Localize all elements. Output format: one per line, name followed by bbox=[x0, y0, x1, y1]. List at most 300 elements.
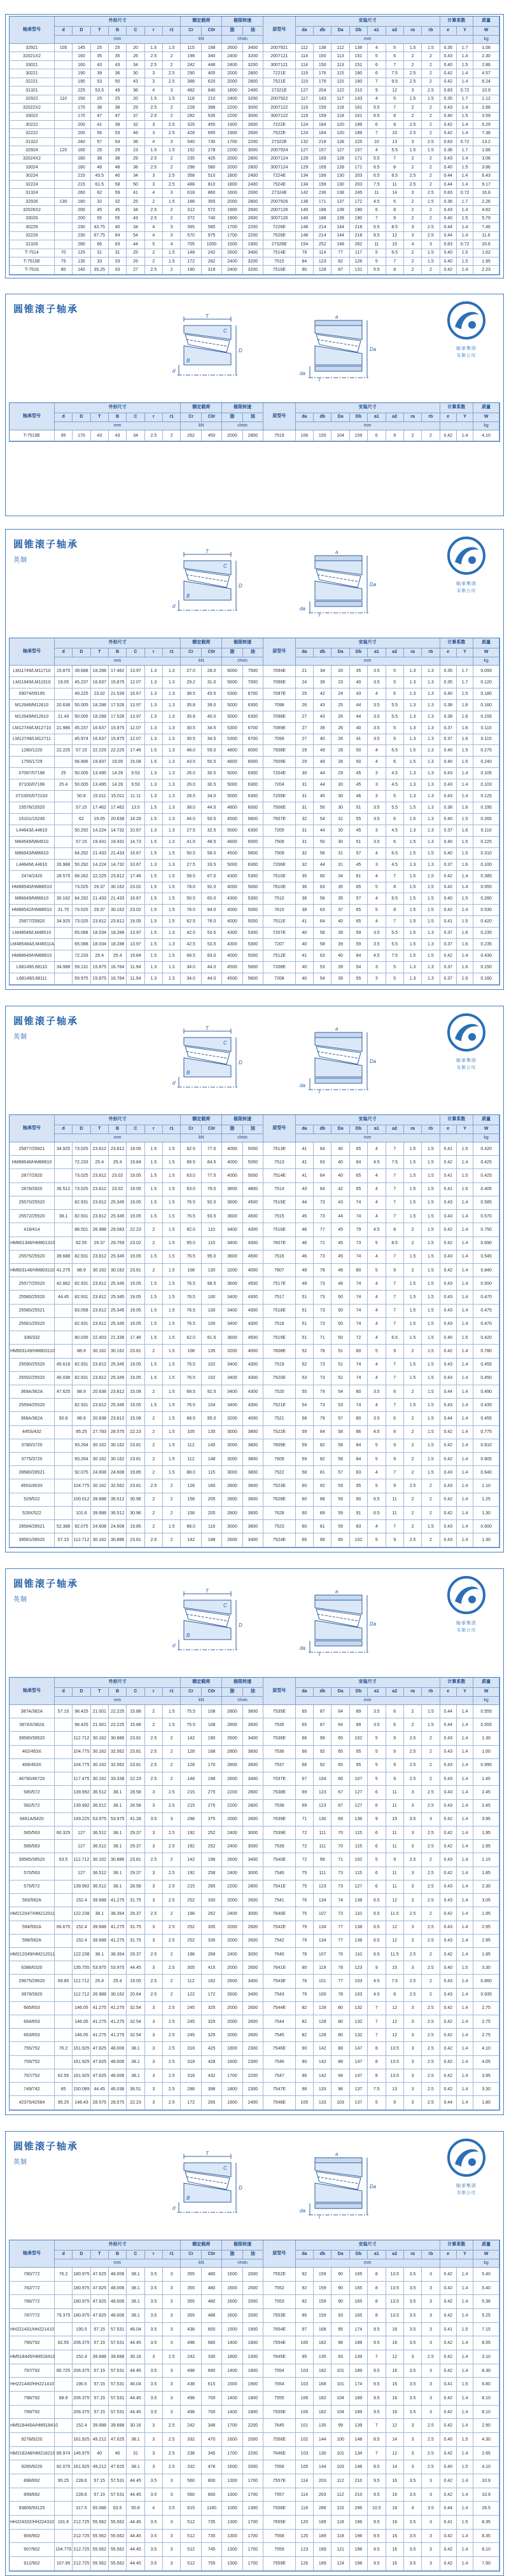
table-cell: 88.501 bbox=[73, 1223, 90, 1237]
bearing-designation: 32221 bbox=[10, 78, 55, 86]
table-cell: 20.638 bbox=[91, 1412, 109, 1425]
table-cell: 1400 bbox=[222, 2336, 242, 2350]
table-cell: 53 bbox=[296, 1372, 314, 1385]
table-cell: 38.5 bbox=[181, 689, 201, 700]
table-cell: 82.931 bbox=[73, 1359, 90, 1372]
table-cell: 1.5 bbox=[422, 1142, 440, 1156]
old-designation: 7558E bbox=[263, 2502, 296, 2516]
table-cell: 53 bbox=[314, 962, 331, 973]
table-cell: 73 bbox=[350, 1237, 368, 1250]
bearing-designation: 28584/28521 bbox=[10, 1520, 55, 1533]
table-cell: 17.46 bbox=[127, 871, 144, 882]
table-cell: 203 bbox=[350, 181, 368, 189]
table-cell: 3.5 bbox=[145, 2364, 163, 2378]
table-cell: 0.43 bbox=[440, 1746, 457, 1759]
table-cell: 0.42 bbox=[440, 2056, 457, 2069]
table-cell: 0.40 bbox=[440, 2460, 457, 2474]
table-cell: 1.5 bbox=[404, 1372, 422, 1385]
table-cell bbox=[55, 1507, 73, 1520]
table-row bbox=[10, 1961, 499, 1975]
header-row bbox=[10, 2259, 499, 2268]
table-cell: 8 bbox=[368, 2042, 386, 2055]
table-row bbox=[10, 2336, 499, 2350]
table-cell: 2.5 bbox=[422, 189, 440, 197]
table-cell: 38.1 bbox=[127, 2460, 144, 2474]
table-cell: 1.62 bbox=[473, 249, 499, 257]
table-cell: 103 bbox=[331, 2096, 349, 2110]
table-cell: 23.02 bbox=[127, 905, 144, 916]
table-cell: 79 bbox=[296, 1989, 314, 2002]
table-cell: 72.233 bbox=[73, 1156, 90, 1169]
column-header: rb bbox=[422, 1688, 440, 1697]
table-cell: 30.5 bbox=[181, 723, 201, 734]
table-cell: 41.275 bbox=[109, 1894, 127, 1907]
table-cell: 3 bbox=[368, 768, 386, 779]
table-cell: 3 bbox=[145, 1800, 163, 1813]
table-cell: 1.66 bbox=[473, 146, 499, 154]
table-cell: 129 bbox=[296, 163, 314, 172]
table-cell: 85 bbox=[55, 2083, 73, 2096]
table-cell: 3 bbox=[404, 2419, 422, 2433]
table-cell: 38.1 bbox=[55, 1210, 73, 1223]
table-cell: 1300 bbox=[222, 2530, 242, 2544]
table-cell: 1500 bbox=[222, 2378, 242, 2392]
table-cell: 2600 bbox=[243, 215, 263, 223]
table-cell: 1.6 bbox=[457, 802, 473, 814]
table-cell: 13.97 bbox=[127, 711, 144, 723]
table-cell: 3000 bbox=[222, 1439, 242, 1453]
table-cell: 2.75 bbox=[473, 2015, 499, 2029]
table-cell: 21.43 bbox=[55, 711, 73, 723]
table-cell: 67 bbox=[331, 1786, 349, 1799]
table-cell: 10.67 bbox=[127, 825, 144, 837]
table-cell: 55.0 bbox=[202, 745, 222, 757]
table-cell: 47.625 bbox=[91, 2069, 109, 2083]
column-header: D bbox=[73, 27, 90, 36]
table-cell: 90 bbox=[296, 2042, 314, 2055]
table-cell: 6000 bbox=[243, 757, 263, 768]
table-cell: 2 bbox=[145, 198, 163, 206]
table-cell: 2000 bbox=[222, 1961, 242, 1975]
table-cell: 25.4 bbox=[109, 950, 127, 962]
table-cell: 16.764 bbox=[109, 962, 127, 973]
table-cell: 9 bbox=[386, 430, 404, 441]
header-row bbox=[10, 657, 499, 666]
page-title: 圆锥滚子轴承 bbox=[13, 1016, 79, 1027]
table-cell: 4 bbox=[145, 86, 163, 95]
table-cell: 49.212 bbox=[91, 2460, 109, 2474]
table-cell: 27 bbox=[296, 734, 314, 746]
table-row bbox=[10, 163, 499, 172]
bearing-designation: 899/892 bbox=[10, 2488, 55, 2502]
table-cell: 680 bbox=[202, 2336, 222, 2350]
table-cell: 2.5 bbox=[145, 155, 163, 163]
table-cell: 7 bbox=[386, 1277, 404, 1291]
table-cell: 82 bbox=[296, 2015, 314, 2029]
table-cell: 3 bbox=[145, 1867, 163, 1881]
table-cell: 6 bbox=[368, 1840, 386, 1853]
table-cell: 1300 bbox=[222, 2474, 242, 2488]
table-cell: 3.5 bbox=[145, 2295, 163, 2309]
table-cell: 2000 bbox=[222, 430, 242, 441]
table-cell: 1.5 bbox=[457, 249, 473, 257]
table-row bbox=[10, 1250, 499, 1264]
table-cell: 41.275 bbox=[55, 1264, 73, 1277]
table-cell: 65 bbox=[350, 1142, 368, 1156]
table-cell: 115 bbox=[331, 69, 349, 78]
table-cell: 35 bbox=[109, 52, 127, 60]
table-cell bbox=[55, 814, 73, 825]
table-row bbox=[10, 2364, 499, 2378]
table-cell: 3400 bbox=[222, 1318, 242, 1331]
table-cell: 1.5 bbox=[422, 44, 440, 52]
column-header: Cr bbox=[181, 27, 201, 36]
table-cell: 12 bbox=[386, 2447, 404, 2461]
table-cell: 285 bbox=[202, 1881, 222, 1894]
table-cell: 7 bbox=[386, 1183, 404, 1196]
table-cell: 4.5 bbox=[368, 1223, 386, 1237]
table-cell: 11 bbox=[386, 1881, 404, 1894]
table-cell: 23.812 bbox=[91, 1372, 109, 1385]
table-cell: 42 bbox=[314, 689, 331, 700]
table-cell: 103 bbox=[296, 2364, 314, 2378]
table-cell: 23.02 bbox=[91, 689, 109, 700]
table-cell: 51 bbox=[331, 1359, 349, 1372]
table-cell: 1900 bbox=[222, 121, 242, 129]
table-cell: 43 bbox=[296, 1183, 314, 1196]
bearing-designation: 593/592A bbox=[10, 1894, 55, 1907]
table-cell: 1.4 bbox=[457, 1786, 473, 1799]
table-cell: 1.6 bbox=[457, 734, 473, 746]
table-cell: 137 bbox=[331, 198, 349, 206]
table-cell: 51 bbox=[296, 1305, 314, 1318]
table-cell: 0.40 bbox=[440, 745, 457, 757]
table-cell: 1.3 bbox=[145, 860, 163, 871]
page-title: 圆锥滚子轴承 bbox=[13, 304, 79, 315]
table-cell: 2 bbox=[145, 1223, 163, 1237]
table-cell bbox=[55, 172, 73, 181]
bearing-designation: 9278/9220 bbox=[10, 2433, 55, 2447]
table-cell: 0.40 bbox=[440, 215, 457, 223]
table-cell: 25.4 bbox=[91, 1156, 109, 1169]
table-cell: 0.195 bbox=[473, 802, 499, 814]
table-cell: 1.5 bbox=[145, 1331, 163, 1345]
table-cell: 165 bbox=[350, 2268, 368, 2282]
table-cell: 2400 bbox=[222, 257, 242, 266]
table-cell: 23.812 bbox=[109, 871, 127, 882]
table-cell: 2 bbox=[404, 1466, 422, 1479]
table-cell: 50 bbox=[314, 802, 331, 814]
table-cell: 6 bbox=[386, 1705, 404, 1718]
table-cell: 142 bbox=[314, 2042, 331, 2055]
table-cell: 16 bbox=[386, 2530, 404, 2544]
table-cell: 3 bbox=[163, 2364, 181, 2378]
table-cell: 105 bbox=[296, 2096, 314, 2110]
unit-header: mm bbox=[296, 1697, 440, 1705]
table-cell: 2200 bbox=[222, 146, 242, 154]
table-cell: 1.5 bbox=[422, 1169, 440, 1182]
column-header: Cr bbox=[181, 1688, 201, 1697]
dim-label-a: a bbox=[335, 1589, 338, 1594]
table-cell: 157 bbox=[350, 146, 368, 154]
table-cell: 0.280 bbox=[473, 893, 499, 905]
table-cell: 2200 bbox=[243, 2069, 263, 2083]
brand-caption: 轴承集团 bbox=[456, 2184, 477, 2188]
bearing-designation: 598/592A bbox=[10, 1935, 55, 1948]
table-cell: 118 bbox=[331, 2516, 349, 2530]
table-cell: 3200 bbox=[222, 1345, 242, 1358]
table-cell: 77 bbox=[331, 249, 349, 257]
table-cell: 335 bbox=[202, 1921, 222, 1935]
table-cell: 49 bbox=[296, 1264, 314, 1277]
table-cell: 79 bbox=[314, 1385, 331, 1399]
table-cell: 143 bbox=[350, 95, 368, 104]
table-cell: 147 bbox=[350, 2069, 368, 2083]
table-cell: 6 bbox=[368, 206, 386, 214]
table-cell bbox=[55, 2002, 73, 2015]
table-cell: 6300 bbox=[243, 711, 263, 723]
table-cell: 25.4 bbox=[55, 779, 73, 791]
table-cell: 4300 bbox=[243, 1305, 263, 1318]
brand-block bbox=[437, 299, 496, 401]
table-cell: 36.512 bbox=[91, 1881, 109, 1894]
table-cell: 7 bbox=[368, 2419, 386, 2433]
table-cell: 1.4 bbox=[457, 2029, 473, 2042]
table-cell: 5000 bbox=[243, 950, 263, 962]
table-cell: 3.5 bbox=[145, 2406, 163, 2420]
table-cell: 148 bbox=[350, 2460, 368, 2474]
table-cell: 9 bbox=[386, 1345, 404, 1358]
bearing-designation: 46790/46720 bbox=[10, 1772, 55, 1786]
table-cell: 30.162 bbox=[109, 1345, 127, 1358]
table-cell bbox=[55, 215, 73, 223]
column-header: e bbox=[440, 413, 457, 422]
table-cell: 92.075 bbox=[73, 1466, 90, 1479]
bearing-designation: 25575/25520 bbox=[10, 1250, 55, 1264]
table-cell: 165 bbox=[350, 2309, 368, 2323]
table-cell: 480 bbox=[202, 2282, 222, 2296]
table-cell: 9 bbox=[386, 1453, 404, 1466]
table-row bbox=[10, 2096, 499, 2110]
table-cell: 3.5 bbox=[368, 700, 386, 711]
table-cell: 6700 bbox=[243, 734, 263, 746]
table-cell: 0.385 bbox=[473, 871, 499, 882]
table-cell: 29.083 bbox=[109, 1223, 127, 1237]
table-cell: 0.42 bbox=[440, 2488, 457, 2502]
table-cell bbox=[55, 1881, 73, 1894]
old-designation: 7516 bbox=[263, 1250, 296, 1264]
table-cell: 2 bbox=[404, 1718, 422, 1732]
table-cell: 53 bbox=[331, 1399, 349, 1412]
table-cell: 2400 bbox=[243, 181, 263, 189]
table-cell: 1.3 bbox=[404, 779, 422, 791]
table-row bbox=[10, 2350, 499, 2364]
table-cell: 1.4 bbox=[457, 104, 473, 112]
table-cell: 4 bbox=[368, 146, 386, 154]
bearing-designation: 799/792 bbox=[10, 2406, 55, 2420]
table-cell: 0.42 bbox=[440, 1813, 457, 1826]
table-cell: 38.1 bbox=[127, 2295, 144, 2309]
table-cell: 0.160 bbox=[473, 973, 499, 985]
old-designation: 2007922 bbox=[263, 95, 296, 104]
table-cell: 45 bbox=[296, 1210, 314, 1223]
table-cell: 206.375 bbox=[73, 2364, 90, 2378]
table-cell: 24.608 bbox=[109, 1466, 127, 1479]
table-cell: 3.95 bbox=[473, 2069, 499, 2083]
table-cell: 2000 bbox=[222, 2015, 242, 2029]
table-cell: 2 bbox=[404, 1520, 422, 1533]
table-row bbox=[10, 2295, 499, 2309]
table-cell: 0.42 bbox=[440, 266, 457, 275]
bearing-designation: 582/572 bbox=[10, 1800, 55, 1813]
table-cell: 3 bbox=[145, 69, 163, 78]
column-group-header: 外形尺寸 bbox=[55, 1678, 181, 1688]
table-cell: 41 bbox=[296, 1169, 314, 1182]
table-cell: 0.420 bbox=[473, 1142, 499, 1156]
table-cell: 5 bbox=[368, 1853, 386, 1867]
table-cell: 5 bbox=[368, 1772, 386, 1786]
table-cell: 32.5 bbox=[202, 825, 222, 837]
table-cell: 228 bbox=[181, 104, 201, 112]
table-cell: 83 bbox=[350, 1520, 368, 1533]
table-cell: 2.5 bbox=[422, 1840, 440, 1853]
table-cell: 23.81 bbox=[127, 1533, 144, 1547]
table-cell: 1800 bbox=[243, 2406, 263, 2420]
table-row bbox=[10, 121, 499, 129]
table-cell: 0.810 bbox=[473, 1439, 499, 1453]
dim-label-r: r bbox=[319, 377, 321, 383]
table-cell: 1.4 bbox=[457, 779, 473, 791]
column-header: rb bbox=[422, 1125, 440, 1134]
header-row bbox=[10, 413, 499, 422]
table-cell: 39.688 bbox=[55, 1250, 73, 1264]
table-cell: 55.562 bbox=[91, 2557, 109, 2571]
table-cell: 27 bbox=[296, 723, 314, 734]
table-cell: 44 bbox=[296, 1196, 314, 1210]
dim-label-d: d bbox=[172, 1080, 176, 1086]
table-cell: 135.755 bbox=[73, 1961, 90, 1975]
table-cell: 2 bbox=[422, 1975, 440, 1988]
column-header: rb bbox=[422, 648, 440, 657]
old-designation: 3007126 bbox=[263, 215, 296, 223]
table-cell: 3200 bbox=[243, 266, 263, 275]
table-cell: 50.8 bbox=[127, 2502, 144, 2516]
table-cell: 123 bbox=[296, 2543, 314, 2557]
table-cell: 3.5 bbox=[422, 2502, 440, 2516]
table-cell: 25 bbox=[109, 44, 127, 52]
table-cell: 3 bbox=[163, 2268, 181, 2282]
dim-label-da: da bbox=[300, 606, 305, 612]
old-designation: 7519 bbox=[263, 1359, 296, 1372]
table-cell: 4300 bbox=[243, 1385, 263, 1399]
table-row bbox=[10, 779, 499, 791]
table-cell: 3800 bbox=[243, 1466, 263, 1479]
table-cell: 25 bbox=[331, 700, 349, 711]
bearing-designation: L44649/L44610 bbox=[10, 860, 55, 871]
table-cell: 132 bbox=[350, 2002, 368, 2015]
table-cell: 75 bbox=[296, 1881, 314, 1894]
table-cell: 93.264 bbox=[73, 1439, 90, 1453]
bearing-designation: 30221 bbox=[10, 69, 55, 78]
table-cell: 2.5 bbox=[422, 2002, 440, 2015]
table-cell: 128 bbox=[181, 1759, 201, 1772]
table-cell: 148 bbox=[331, 240, 349, 249]
table-cell: 1.5 bbox=[404, 1169, 422, 1182]
table-cell: 2.5 bbox=[422, 2447, 440, 2461]
table-cell: 48.006 bbox=[109, 2282, 127, 2296]
table-cell: 7 bbox=[386, 1305, 404, 1318]
column-header: 油 bbox=[243, 1125, 263, 1134]
table-cell: 1.5 bbox=[163, 1372, 181, 1385]
table-cell: 6.5 bbox=[386, 745, 404, 757]
table-cell: 89 bbox=[350, 1705, 368, 1718]
table-cell: 2 bbox=[163, 1533, 181, 1547]
table-cell: 1600 bbox=[222, 2433, 242, 2447]
table-cell: 3400 bbox=[222, 1399, 242, 1412]
table-cell: 1.4 bbox=[457, 1867, 473, 1881]
column-header: 脂 bbox=[222, 648, 242, 657]
diagram-area bbox=[109, 299, 437, 401]
table-cell: 103 bbox=[350, 1989, 368, 2002]
table-cell: 39.688 bbox=[91, 1507, 109, 1520]
table-cell: 3 bbox=[145, 78, 163, 86]
dim-label-T: T bbox=[206, 2151, 209, 2156]
table-cell: 2 bbox=[145, 1507, 163, 1520]
table-cell: 38 bbox=[127, 138, 144, 146]
table-cell bbox=[55, 1746, 73, 1759]
table-cell: 123 bbox=[350, 1961, 368, 1975]
table-cell: 228.6 bbox=[73, 2488, 90, 2502]
table-cell: 0.42 bbox=[440, 2295, 457, 2309]
old-designation: 7508 bbox=[263, 837, 296, 848]
table-cell: 1900 bbox=[222, 129, 242, 137]
table-cell: 2.5 bbox=[163, 2096, 181, 2110]
bearing-designation: 570/563 bbox=[10, 1867, 55, 1881]
table-cell: 1.5 bbox=[145, 837, 163, 848]
table-cell: 42 bbox=[331, 1183, 349, 1196]
table-cell: 242 bbox=[181, 61, 201, 69]
table-cell: 2.5 bbox=[422, 1786, 440, 1799]
column-header: Db bbox=[350, 27, 368, 36]
table-cell: 2 bbox=[404, 198, 422, 206]
bearing-designation: 1280/1220 bbox=[10, 745, 55, 757]
table-cell: 0.585 bbox=[473, 1196, 499, 1210]
table-cell: 2.5 bbox=[163, 2002, 181, 2015]
table-cell: 115 bbox=[350, 1867, 368, 1881]
table-cell: 101 bbox=[331, 2378, 349, 2392]
table-cell: 50.005 bbox=[73, 700, 90, 711]
table-cell: 6 bbox=[368, 121, 386, 129]
column-header: 油 bbox=[243, 2251, 263, 2259]
table-cell: 15.875 bbox=[109, 723, 127, 734]
table-cell: 6300 bbox=[243, 779, 263, 791]
header-row bbox=[10, 1697, 499, 1705]
table-cell: 1.5 bbox=[457, 257, 473, 266]
table-cell: 2600 bbox=[222, 44, 242, 52]
table-cell: 28 bbox=[331, 757, 349, 768]
table-cell: 23.812 bbox=[109, 1385, 127, 1399]
table-cell: 16.67 bbox=[127, 689, 144, 700]
table-cell: 2 bbox=[163, 1746, 181, 1759]
table-cell: 1.5 bbox=[404, 1210, 422, 1223]
table-cell: 12.07 bbox=[127, 677, 144, 689]
table-cell: 182 bbox=[314, 2406, 331, 2420]
table-cell: 7 bbox=[368, 2447, 386, 2461]
table-cell: 0.37 bbox=[440, 734, 457, 746]
old-designation: 7628E bbox=[263, 1493, 296, 1507]
table-cell: 2.5 bbox=[422, 1826, 440, 1840]
table-cell: 1.4 bbox=[457, 1466, 473, 1479]
